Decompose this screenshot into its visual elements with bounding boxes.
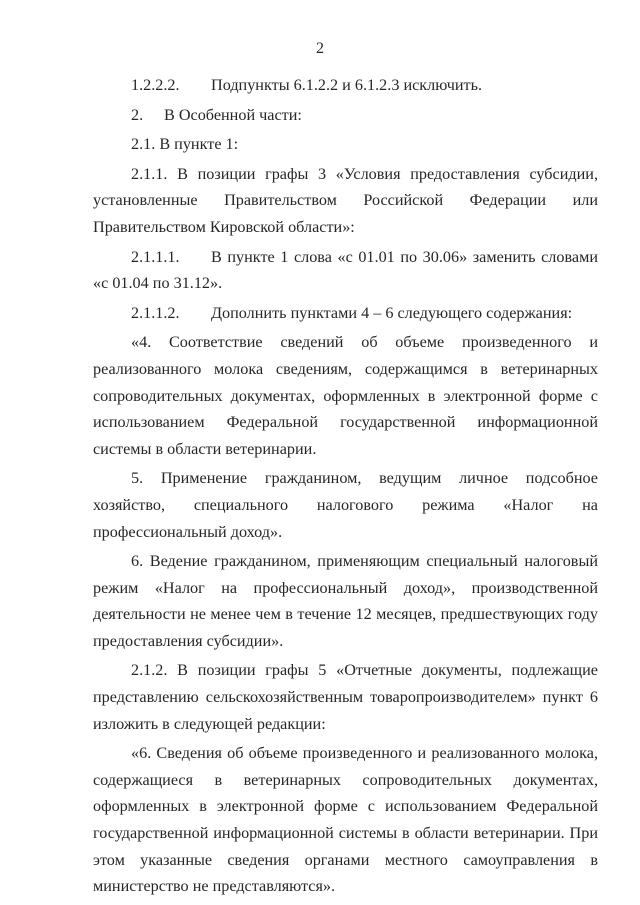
paragraph-text: «4. Соответствие сведений об объеме произведенного и реализованного молока сведениям, содержащимся в ветеринарных сопроводительных документах, оформленных в электронной форме с использованием Федеральной государственной информационной системы в области ветеринарии. (93, 333, 598, 458)
paragraph-text: «6. Сведения об объеме произведенного и реализованного молока, содержащиеся в ветеринарных сопроводительных документах, оформленных в электронной форме с использованием Федеральной государственной информационной системы в области ветеринарии. При этом указанные сведения органами местного самоуправления в министерство не представляются». (93, 744, 598, 896)
paragraph-text: Подпункты 6.1.2.2 и 6.1.2.3 исключить. (211, 76, 483, 94)
quoted-item-6 (93, 548, 598, 654)
paragraph-text: В Особенной части: (164, 105, 302, 124)
paragraph-2-1-1-2 (93, 300, 598, 327)
paragraph-number: 1.2.2.2. (131, 76, 180, 94)
paragraph-text: В позиции графы 3 «Условия предоставления субсидии, установленные Правительством Российской Федерации или Правительством Кировской области»: (93, 164, 598, 236)
paragraph-number: 2.1.1. (131, 164, 168, 183)
paragraph-2-1 (93, 131, 598, 158)
paragraph-text: 6. Ведение гражданином, применяющим специальный налоговый режим «Налог на профессиональный доход», производственной деятельности не менее чем в течение 12 месяцев, предшествующих году предоставления субсидии». (93, 552, 598, 650)
paragraph-2 (93, 102, 598, 129)
quoted-item-6-new (93, 740, 598, 900)
paragraph-2-1-2 (93, 657, 598, 737)
quoted-item-5 (93, 465, 598, 545)
page-number: 2 (316, 40, 324, 57)
paragraph-text: В пункте 1 слова «с 01.01 по 30.06» заменить словами «с 01.04 по 31.12». (93, 247, 598, 293)
quoted-item-4 (93, 329, 598, 462)
paragraph-text: Дополнить пунктами 4 – 6 следующего содержания: (211, 303, 573, 322)
paragraph-2-1-1 (93, 161, 598, 241)
paragraph-text: 5. Применение гражданином, ведущим личное подсобное хозяйство, специального налогового режима «Налог на профессиональный доход». (93, 469, 598, 541)
paragraph-number: 2.1.1.2. (131, 303, 180, 322)
paragraph-number: 2.1.2. (131, 661, 168, 680)
paragraph-text: В пункте 1: (159, 135, 239, 154)
paragraph-number: 2. (131, 105, 144, 124)
paragraph-1-2-2-2 (93, 72, 598, 99)
paragraph-text: В позиции графы 5 «Отчетные документы, подлежащие представлению сельскохозяйственным товаропроизводителем» пункт 6 изложить в следующей редакции: (93, 661, 598, 733)
paragraph-number: 2.1. (131, 135, 156, 154)
document-body (93, 72, 598, 903)
paragraph-2-1-1-1 (93, 244, 598, 297)
paragraph-number: 2.1.1.1. (131, 247, 180, 266)
